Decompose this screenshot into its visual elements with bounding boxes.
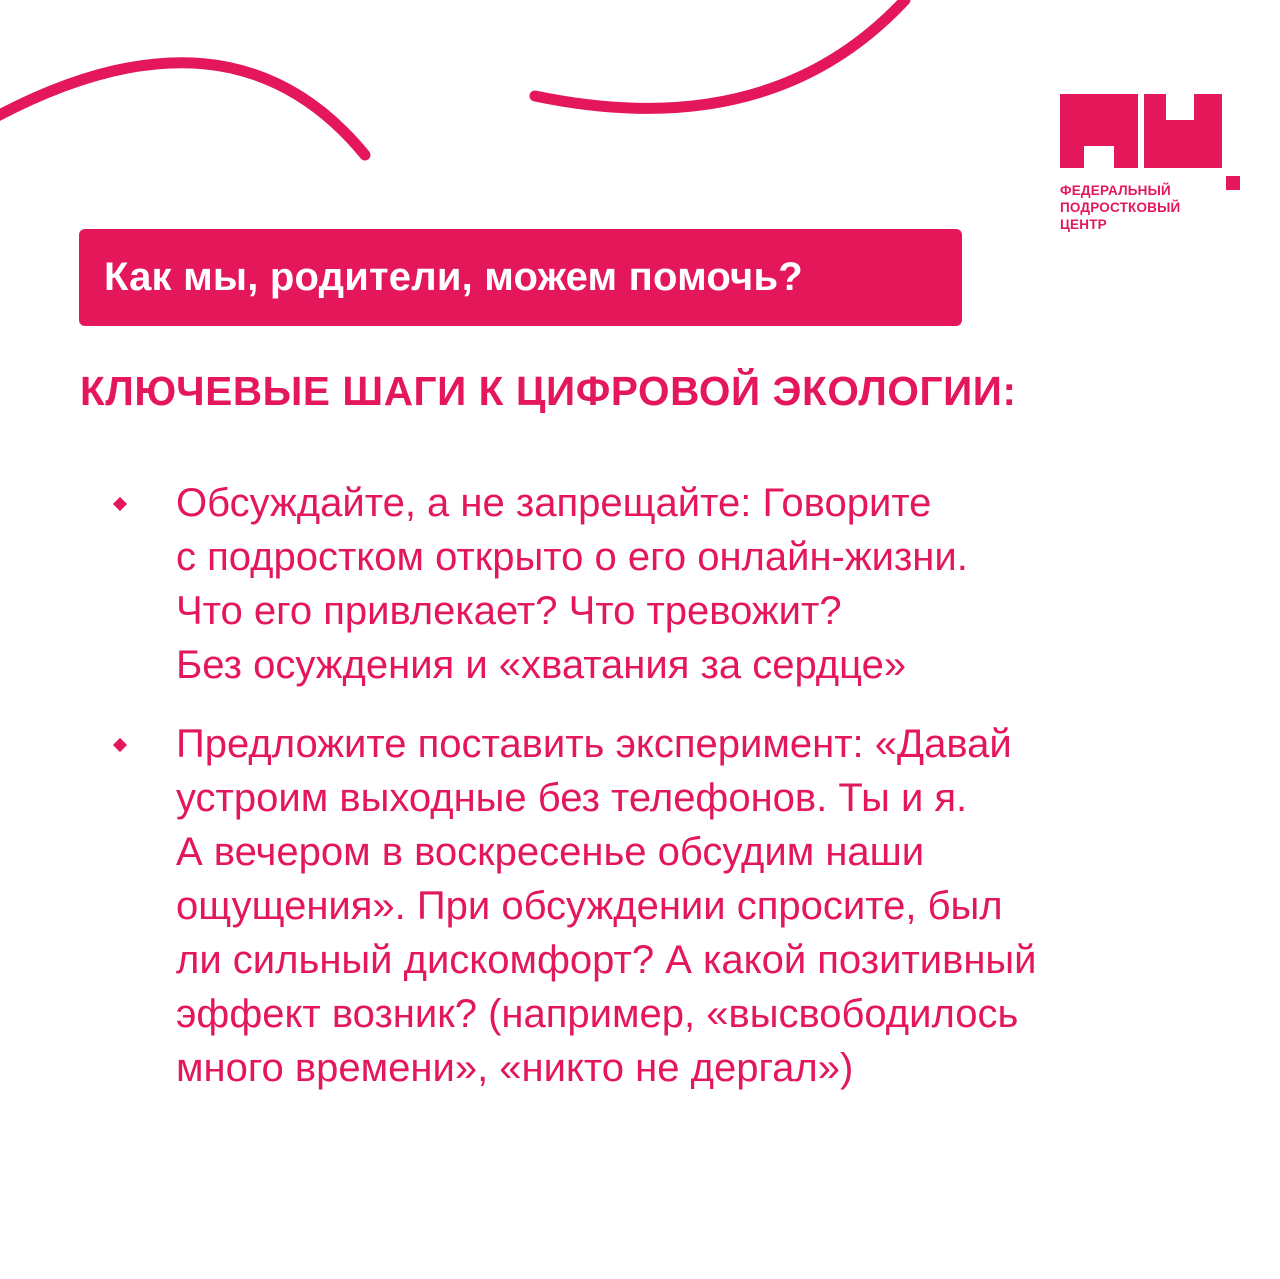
left-decorative-arc [0,63,365,155]
title-banner [79,229,962,326]
diamond-bullet-icon [113,738,127,752]
steps-list [110,476,1250,1120]
list-item [110,476,1250,692]
list-item [110,717,1250,1095]
item-2-line-3: А вечером в воскресенье обсудим наши [176,830,925,874]
diamond-bullet-icon [113,497,127,511]
item-1-line-1: Обсуждайте, а не запрещайте: Говорите [176,481,932,525]
logo-mark-icon [1058,92,1248,192]
item-2-line-2: устроим выходные без телефонов. Ты и я. [176,776,968,820]
federal-teen-center-logo [1058,92,1248,242]
item-2-line-6: эффект возник? (например, «высвободилось [176,992,1019,1036]
item-1-line-2: с подростком открыто о его онлайн-жизни. [176,535,968,579]
logo-line-2: ПОДРОСТКОВЫЙ [1060,200,1181,215]
right-decorative-arc [535,0,905,108]
logo-line-1: ФЕДЕРАЛЬНЫЙ [1060,183,1171,198]
section-heading: КЛЮЧЕВЫЕ ШАГИ К ЦИФРОВОЙ ЭКОЛОГИИ: [80,368,1017,414]
item-2-line-7: много времени», «никто не дергал») [176,1046,854,1090]
item-1-line-3: Что его привлекает? Что тревожит? [176,589,842,633]
item-2-line-5: ли сильный дискомфорт? А какой позитивный [176,938,1037,982]
logo-line-3: ЦЕНТР [1060,217,1107,232]
page-title: Как мы, родители, можем помочь? [104,255,803,299]
item-2-line-4: ощущения». При обсуждении спросите, был [176,884,1003,928]
logo-text [1060,182,1180,233]
item-1-line-4: Без осуждения и «хватания за сердце» [176,643,907,687]
item-2-line-1: Предложите поставить эксперимент: «Давай [176,722,1012,766]
